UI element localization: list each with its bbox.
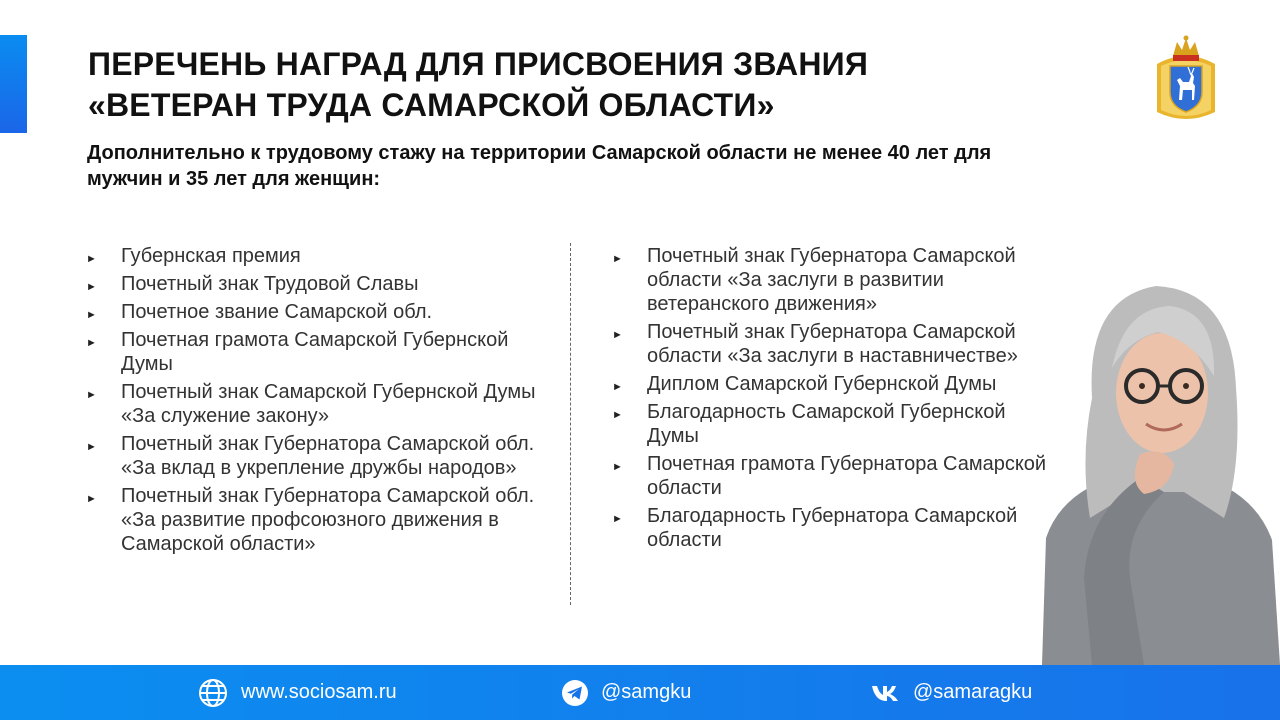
list-item-text: Почетный знак Трудовой Славы (121, 273, 419, 295)
vk-link[interactable] (871, 665, 1032, 720)
bullet-icon: ► (86, 309, 97, 321)
list-item-text: Почетный знак Губернатора Самарской обл. «За вклад в укрепление дружбы народов» (121, 433, 535, 479)
vk-icon (871, 683, 901, 703)
footer-bar (0, 665, 1280, 720)
bullet-icon: ► (86, 441, 97, 453)
page-title (88, 44, 868, 126)
website-text: www.sociosam.ru (241, 681, 397, 703)
list-item (612, 400, 1062, 448)
list-item (612, 372, 1062, 396)
list-item (86, 328, 556, 376)
list-item-text: Губернская премия (121, 245, 301, 267)
list-item-text: Почетный знак Губернатора Самарской обл. «За развитие профсоюзного движения в Самарской области» (121, 485, 535, 555)
title-line-1: ПЕРЕЧЕНЬ НАГРАД ДЛЯ ПРИСВОЕНИЯ ЗВАНИЯ (88, 46, 869, 82)
list-item (86, 272, 556, 296)
list-item (86, 432, 556, 480)
telegram-text: @samgku (601, 681, 692, 703)
bullet-icon: ► (612, 513, 623, 525)
bullet-icon: ► (612, 409, 623, 421)
list-item-text: Почетный знак Губернатора Самарской области «За заслуги в развитии ветеранского движения» (647, 245, 1016, 315)
list-item (86, 484, 556, 556)
list-item-text: Почетная грамота Губернатора Самарской области (647, 453, 1047, 499)
left-awards-list (86, 244, 556, 560)
subtitle: Дополнительно к трудовому стажу на территории Самарской области не менее 40 лет для мужчин и 35 лет для женщин: (87, 142, 992, 190)
column-divider (570, 243, 571, 605)
list-item (612, 244, 1062, 316)
woman-photo (1032, 278, 1280, 665)
bullet-icon: ► (86, 337, 97, 349)
accent-bar (0, 35, 27, 133)
title-line-2: «ВЕТЕРАН ТРУДА САМАРСКОЙ ОБЛАСТИ» (88, 87, 775, 123)
list-item (612, 504, 1062, 552)
list-item (86, 300, 556, 324)
bullet-icon: ► (612, 461, 623, 473)
list-item-text: Почетный знак Губернатора Самарской области «За заслуги в наставничестве» (647, 321, 1018, 367)
bullet-icon: ► (86, 493, 97, 505)
telegram-link[interactable] (561, 665, 691, 720)
list-item (612, 320, 1062, 368)
website-link[interactable] (197, 665, 397, 720)
list-item-text: Благодарность Самарской Губернской Думы (647, 401, 1006, 447)
list-item-text: Почетное звание Самарской обл. (121, 301, 433, 323)
bullet-icon: ► (612, 253, 623, 265)
list-item (86, 244, 556, 268)
list-item-text: Диплом Самарской Губернской Думы (647, 373, 997, 395)
bullet-icon: ► (86, 389, 97, 401)
list-item-text: Почетная грамота Самарской Губернской Думы (121, 329, 509, 375)
list-item (612, 452, 1062, 500)
list-item (86, 380, 556, 428)
coat-of-arms-icon (1153, 34, 1219, 124)
bullet-icon: ► (612, 329, 623, 341)
list-item-text: Благодарность Губернатора Самарской области (647, 505, 1018, 551)
right-awards-list (612, 244, 1062, 556)
globe-icon (197, 677, 229, 709)
bullet-icon: ► (86, 281, 97, 293)
list-item-text: Почетный знак Самарской Губернской Думы «За служение закону» (121, 381, 536, 427)
bullet-icon: ► (86, 253, 97, 265)
telegram-icon (561, 679, 589, 707)
bullet-icon: ► (612, 381, 623, 393)
vk-text: @samaragku (913, 681, 1033, 703)
